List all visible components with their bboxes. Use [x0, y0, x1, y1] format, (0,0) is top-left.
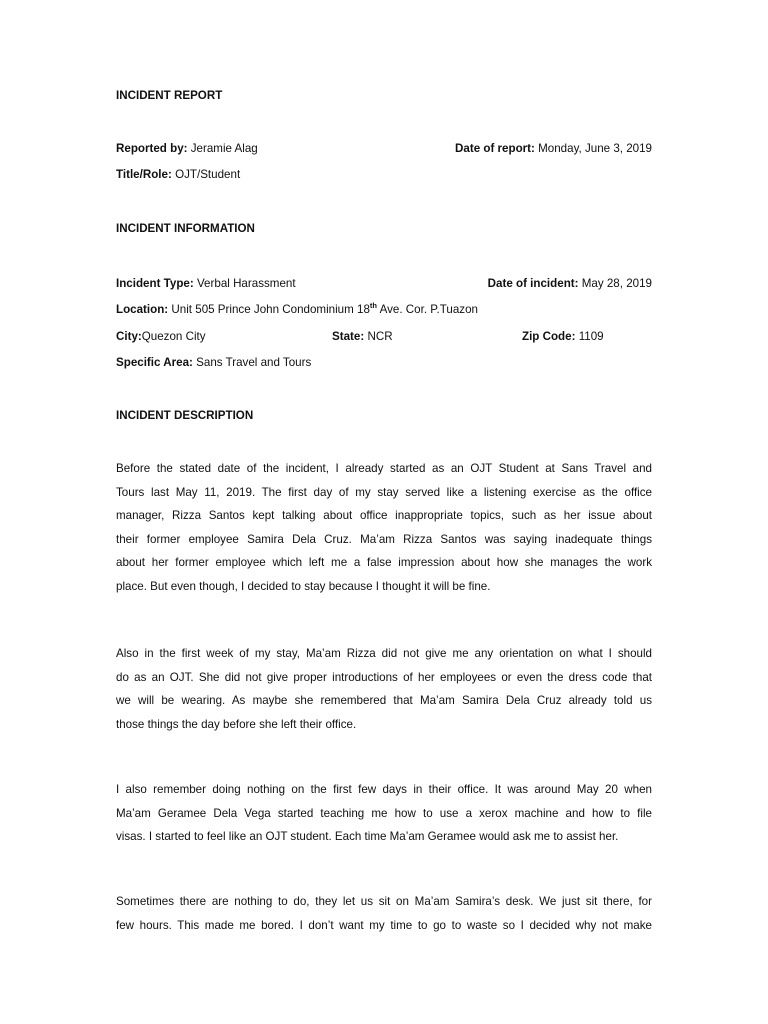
paragraph-line: place. But even though, I decided to stay because I thought it will be fine.: [116, 579, 491, 593]
paragraph-line: Also in the first week of my stay, Ma’am Rizza did not give me any orientation on what I should: [116, 647, 652, 660]
paragraph-line: manager, Rizza Santos kept talking about office inappropriate topics, such as her issue about: [116, 509, 652, 523]
paragraph-line: Sometimes there are nothing to do, they let us sit on Ma’am Samira’s desk. We just sit there, for: [116, 895, 652, 908]
paragraph-line: we will be wearing. As maybe she remembered that Ma’am Samira Dela Cruz already told us: [116, 694, 652, 708]
paragraph-line: their former employee Samira Dela Cruz. Ma’am Rizza Santos was saying inadequate things: [116, 532, 652, 546]
date-of-report-field: [455, 141, 652, 157]
state-field: [332, 329, 393, 345]
date-of-report-label: Date of report:: [455, 142, 535, 155]
incident-type-label: Incident Type:: [116, 277, 194, 290]
location-value-main: Unit 505 Prince John Condominium 18: [171, 303, 370, 316]
paragraph-line: those things the day before she left their office.: [116, 717, 357, 731]
city-value: Quezon City: [141, 330, 206, 343]
location-label: Location:: [116, 303, 169, 316]
date-of-report-value: Monday, June 3, 2019: [538, 142, 652, 155]
title-role-value: OJT/Student: [175, 168, 241, 181]
paragraph-line: few hours. This made me bored. I don’t want my time to go to waste so I decided why not make: [116, 918, 652, 932]
incident-description-heading: INCIDENT DESCRIPTION: [116, 409, 254, 422]
description-paragraph-2: [116, 642, 652, 736]
reported-by-field: [116, 141, 258, 157]
report-title: INCIDENT REPORT: [116, 89, 223, 102]
state-label: State:: [332, 330, 365, 343]
reported-by-label: Reported by:: [116, 142, 188, 155]
state-value: NCR: [367, 330, 393, 343]
reported-by-value: Jeramie Alag: [190, 142, 258, 155]
zip-code-label: Zip Code:: [522, 330, 576, 343]
incident-type-value: Verbal Harassment: [196, 277, 296, 290]
zip-code-value: 1109: [578, 330, 604, 343]
city-field: [116, 329, 206, 345]
location-value: [171, 303, 478, 316]
title-role-label: Title/Role:: [116, 168, 172, 181]
specific-area-field: [116, 355, 311, 371]
location-field: [116, 302, 478, 318]
date-of-incident-value: May 28, 2019: [581, 277, 652, 290]
incident-information-heading: INCIDENT INFORMATION: [116, 222, 255, 235]
zip-code-field: [522, 329, 604, 345]
paragraph-line: visas. I started to feel like an OJT student. Each time Ma’am Geramee would ask me to assist her.: [116, 830, 619, 844]
specific-area-value: Sans Travel and Tours: [196, 356, 312, 369]
paragraph-line: I also remember doing nothing on the first few days in their office. It was around May 20 when: [116, 783, 652, 796]
city-label: City:: [116, 330, 142, 343]
paragraph-line: about her former employee which left me a false impression about how she manages the work: [116, 556, 652, 570]
date-of-incident-label: Date of incident:: [487, 277, 579, 290]
location-value-rest: Ave. Cor. P.Tuazon: [377, 303, 478, 316]
title-role-field: [116, 167, 240, 183]
incident-type-field: [116, 276, 296, 292]
description-paragraph-3: [116, 778, 652, 849]
date-of-incident-field: [488, 276, 652, 292]
location-superscript: th: [369, 301, 377, 310]
paragraph-line: Ma’am Geramee Dela Vega started teaching me how to use a xerox machine and how to file: [116, 806, 652, 820]
paragraph-line: do as an OJT. She did not give proper introductions of her employees or even the dress code that: [116, 670, 652, 684]
paragraph-line: Tours last May 11, 2019. The first day of my stay served like a listening exercise as the office: [116, 485, 652, 499]
paragraph-line: Before the stated date of the incident, I already started as an OJT Student at Sans Travel and: [116, 462, 652, 475]
specific-area-label: Specific Area:: [116, 356, 193, 369]
description-paragraph-4: [116, 890, 652, 937]
description-paragraph-1: [116, 457, 652, 599]
